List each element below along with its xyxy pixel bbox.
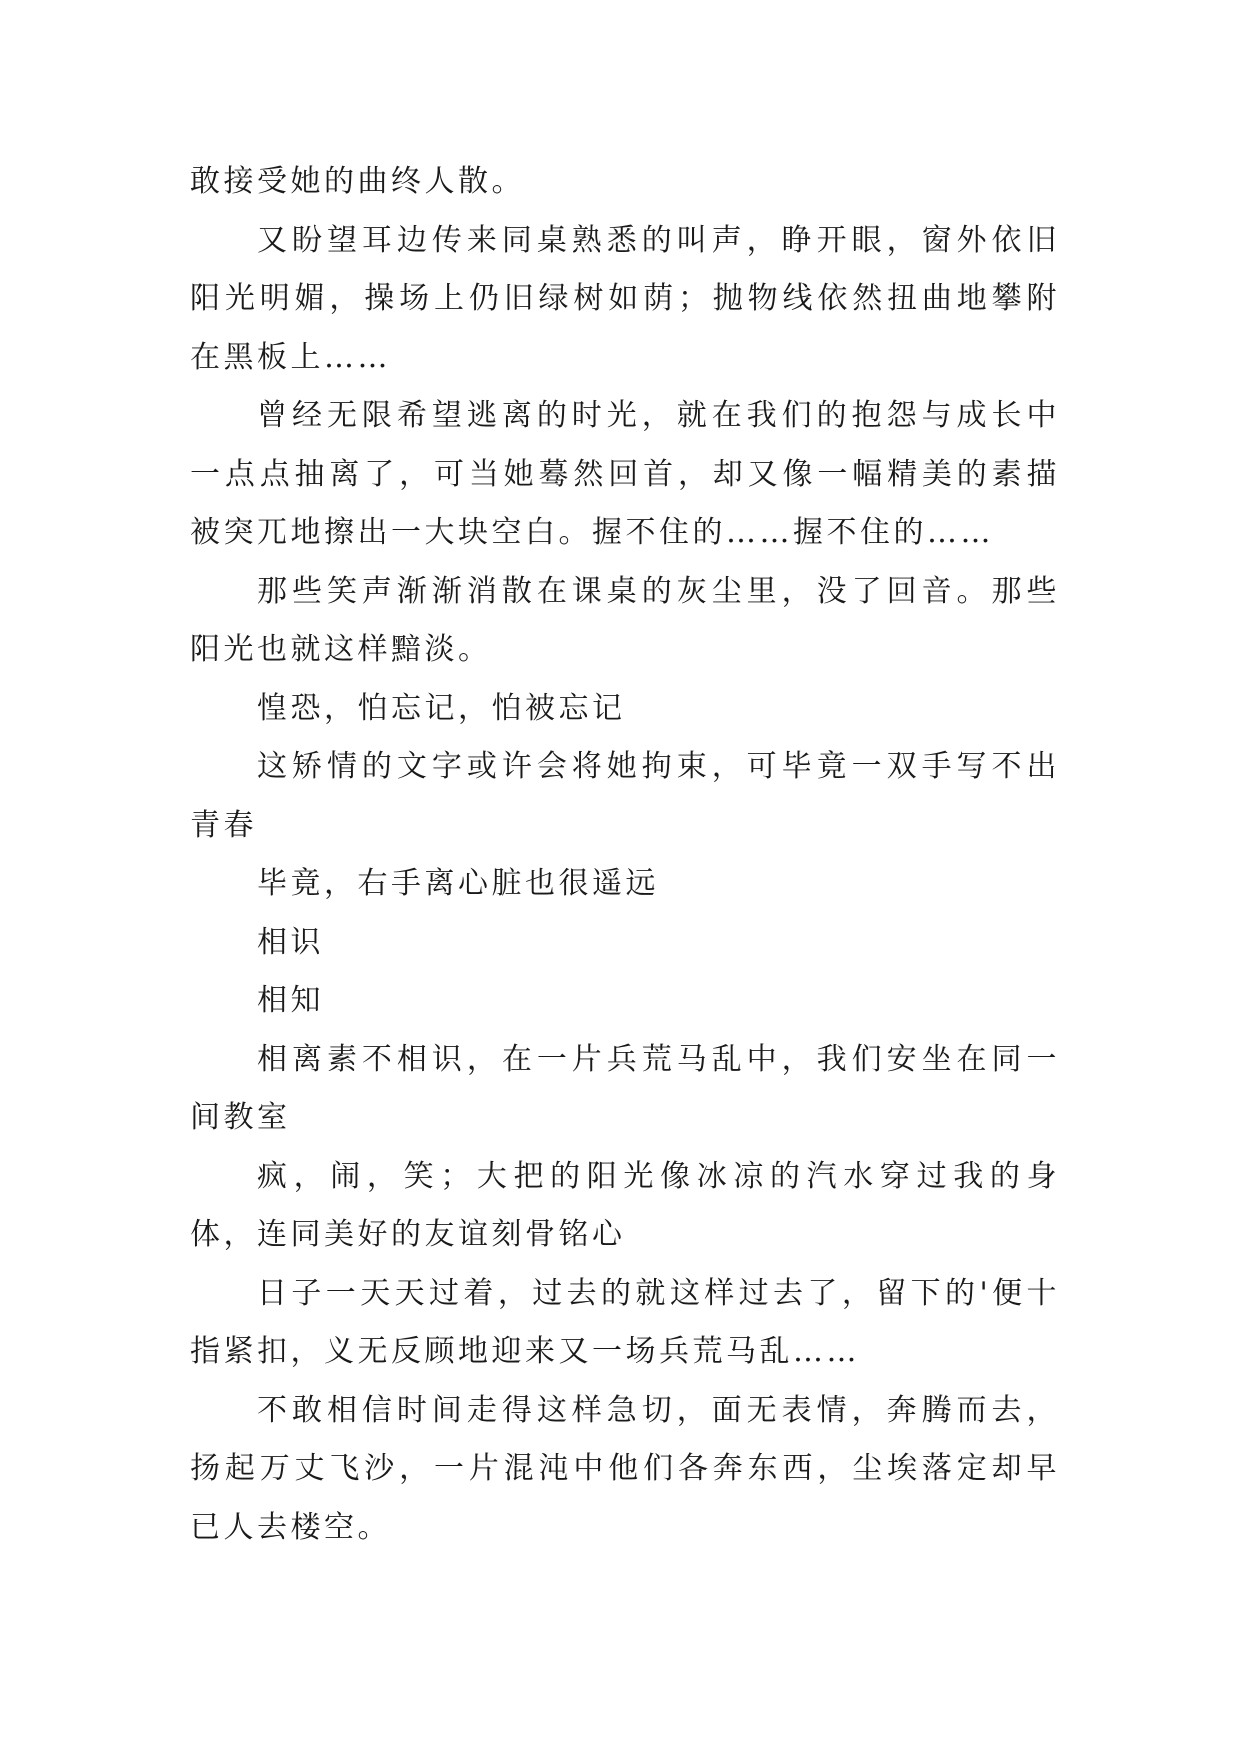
paragraph: 敢接受她的曲终人散。 (190, 164, 525, 199)
paragraph: 相离素不相识，在一片兵荒马乱中，我们安坐在同一间教室 (190, 1041, 1060, 1135)
paragraph: 毕竟，右手离心脏也很遥远 (257, 866, 659, 901)
paragraph: 那些笑声渐渐消散在课桌的灰尘里，没了回音。那些阳光也就这样黯淡。 (190, 573, 1060, 667)
paragraph: 相识 (257, 924, 324, 960)
paragraph: 惶恐，怕忘记，怕被忘记 (257, 690, 626, 726)
paragraph: 曾经无限希望逃离的时光，就在我们的抱怨与成长中一点点抽离了，可当她蓦然回首，却又像一幅精美的素描被突兀地擦出一大块空白。握不住的……握不住的…… (190, 398, 1060, 550)
paragraph: 疯，闹，笑；大把的阳光像冰凉的汽水穿过我的身体，连同美好的友谊刻骨铭心 (190, 1158, 1060, 1252)
paragraph: 又盼望耳边传来同桌熟悉的叫声，睁开眼，窗外依旧阳光明媚，操场上仍旧绿树如荫；抛物线依然扭曲地攀附在黑板上…… (190, 222, 1060, 375)
paragraph: 不敢相信时间走得这样急切，面无表情，奔腾而去，扬起万丈飞沙，一片混沌中他们各奔东西，尘埃落定却早已人去楼空。 (190, 1392, 1060, 1545)
paragraph: 日子一天天过着，过去的就这样过去了，留下的'便十指紧扣，义无反顾地迎来又一场兵荒马乱…… (190, 1275, 1060, 1369)
paragraph: 这矫情的文字或许会将她拘束，可毕竟一双手写不出青春 (190, 749, 1060, 843)
document-body (190, 153, 1060, 1557)
paragraph: 相知 (257, 983, 324, 1018)
